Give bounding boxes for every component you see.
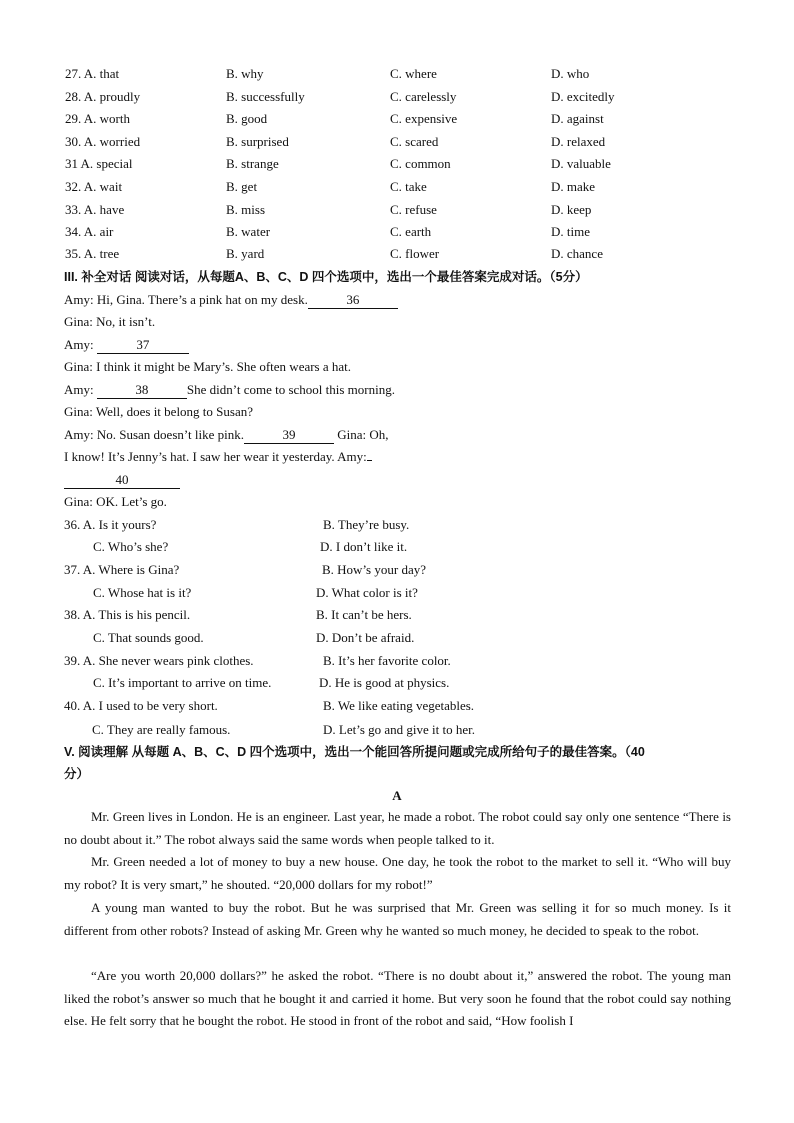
option-d: D. excitedly bbox=[551, 89, 615, 104]
option-a: 33. A. have bbox=[65, 202, 125, 217]
dialogue-line bbox=[64, 470, 180, 490]
option-c: C. Who’s she? bbox=[93, 539, 169, 554]
section-heading: V. 阅读理解 从每题 A、B、C、D 四个选项中，选出一个能回答所提问题或完成所给句子的最佳答案。（40 bbox=[64, 745, 645, 759]
option-b: B. How’s your day? bbox=[322, 562, 426, 577]
option-b: B. yard bbox=[226, 246, 265, 261]
option-c: C. It’s important to arrive on time. bbox=[93, 675, 272, 690]
dialogue-line: Gina: OK. Let’s go. bbox=[64, 494, 167, 509]
option-d: D. Don’t be afraid. bbox=[316, 630, 415, 645]
option-d: D. chance bbox=[551, 246, 603, 261]
dialogue-text: Amy: bbox=[64, 337, 94, 352]
option-c: C. carelessly bbox=[390, 89, 457, 104]
option-a: 28. A. proudly bbox=[65, 89, 141, 104]
option-b: B. surprised bbox=[226, 134, 289, 149]
section-heading-continued: 分） bbox=[64, 767, 90, 781]
dialogue-line bbox=[64, 380, 395, 400]
option-c: C. refuse bbox=[390, 202, 437, 217]
option-b: B. We like eating vegetables. bbox=[323, 698, 475, 713]
dialogue-line: Gina: No, it isn’t. bbox=[64, 314, 156, 329]
option-d: D. What color is it? bbox=[316, 585, 418, 600]
option-a: 27. A. that bbox=[65, 66, 120, 81]
option-a: 39. A. She never wears pink clothes. bbox=[64, 653, 254, 668]
dialogue-text: Gina: Oh, bbox=[337, 427, 389, 442]
option-c: C. take bbox=[390, 179, 427, 194]
option-c: C. common bbox=[390, 156, 451, 171]
dialogue-line: Gina: Well, does it belong to Susan? bbox=[64, 404, 253, 419]
option-d: D. make bbox=[551, 179, 596, 194]
dialogue-text: Amy: Hi, Gina. There’s a pink hat on my desk. bbox=[64, 292, 308, 307]
dialogue-line bbox=[64, 447, 372, 467]
option-d: D. against bbox=[551, 111, 604, 126]
option-d: D. who bbox=[551, 66, 590, 81]
answer-blank: 36 bbox=[308, 292, 398, 309]
option-a: 34. A. air bbox=[65, 224, 114, 239]
option-a: 35. A. tree bbox=[65, 246, 120, 261]
dialogue-line bbox=[64, 425, 388, 445]
option-d: D. valuable bbox=[551, 156, 611, 171]
option-a: 29. A. worth bbox=[65, 111, 130, 126]
dialogue-line: Gina: I think it might be Mary’s. She often wears a hat. bbox=[64, 359, 352, 374]
option-c: C. earth bbox=[390, 224, 432, 239]
dialogue-text: She didn’t come to school this morning. bbox=[186, 382, 395, 397]
option-c: C. scared bbox=[390, 134, 439, 149]
option-b: B. get bbox=[226, 179, 258, 194]
dialogue-text: Amy: bbox=[64, 382, 94, 397]
option-a: 36. A. Is it yours? bbox=[64, 517, 157, 532]
dialogue-text: I know! It’s Jenny’s hat. I saw her wear it yesterday. Amy: bbox=[64, 449, 367, 464]
option-b: B. It’s her favorite color. bbox=[323, 653, 451, 668]
option-a: 31 A. special bbox=[65, 156, 133, 171]
answer-blank-start bbox=[367, 460, 372, 461]
answer-blank: 37 bbox=[97, 337, 189, 354]
dialogue-line bbox=[64, 335, 189, 355]
answer-blank: 39 bbox=[244, 427, 334, 444]
option-c: C. expensive bbox=[390, 111, 458, 126]
option-d: D. He is good at physics. bbox=[319, 675, 450, 690]
option-a: 30. A. worried bbox=[65, 134, 141, 149]
option-c: C. where bbox=[390, 66, 437, 81]
option-b: B. why bbox=[226, 66, 264, 81]
option-d: D. time bbox=[551, 224, 590, 239]
option-b: B. water bbox=[226, 224, 271, 239]
option-b: B. strange bbox=[226, 156, 279, 171]
passage-label: A bbox=[392, 788, 402, 803]
option-d: D. relaxed bbox=[551, 134, 606, 149]
option-b: B. It can’t be hers. bbox=[316, 607, 412, 622]
dialogue-text: Amy: No. Susan doesn’t like pink. bbox=[64, 427, 244, 442]
option-a: 32. A. wait bbox=[65, 179, 123, 194]
option-b: B. good bbox=[226, 111, 268, 126]
passage-paragraph: “Are you worth 20,000 dollars?” he asked the robot. “There is no doubt about it,” answered the robot. The young man liked the robot’s answer so much that he bought it and carried it home. But very soon he found that the robot could say nothing else. He felt sorry that he bought the robot. He stood in front of the robot and said, “How foolish I bbox=[64, 968, 731, 1029]
option-b: B. They’re busy. bbox=[323, 517, 410, 532]
dialogue-line bbox=[64, 290, 398, 310]
option-c: C. Whose hat is it? bbox=[93, 585, 192, 600]
option-d: D. I don’t like it. bbox=[320, 539, 408, 554]
section-heading: III. 补全对话 阅读对话，从每题A、B、C、D 四个选项中，选出一个最佳答案完成对话。（5分） bbox=[64, 270, 588, 284]
option-a: 40. A. I used to be very short. bbox=[64, 698, 218, 713]
answer-blank: 38 bbox=[97, 382, 187, 399]
passage-paragraph: Mr. Green needed a lot of money to buy a new house. One day, he took the robot to the market to sell it. “Who will buy my robot? It is very smart,” he shouted. “20,000 dollars for my robot!” bbox=[64, 854, 731, 892]
option-b: B. successfully bbox=[226, 89, 305, 104]
passage-paragraph: Mr. Green lives in London. He is an engineer. Last year, he made a robot. The robot could say only one sentence “There is no doubt about it.” The robot always said the same words when people talked to it. bbox=[64, 809, 731, 847]
option-b: B. miss bbox=[226, 202, 266, 217]
option-c: C. They are really famous. bbox=[92, 722, 231, 737]
option-c: C. That sounds good. bbox=[93, 630, 204, 645]
option-d: D. Let’s go and give it to her. bbox=[323, 722, 476, 737]
passage-paragraph: A young man wanted to buy the robot. But he was surprised that Mr. Green was selling it for so much money. Is it different from other robots? Instead of asking Mr. Green why he wanted so much money, he decided to speak to the robot. bbox=[64, 900, 731, 938]
option-d: D. keep bbox=[551, 202, 592, 217]
option-a: 37. A. Where is Gina? bbox=[64, 562, 180, 577]
option-a: 38. A. This is his pencil. bbox=[64, 607, 191, 622]
option-c: C. flower bbox=[390, 246, 440, 261]
answer-blank: 40 bbox=[64, 472, 180, 489]
